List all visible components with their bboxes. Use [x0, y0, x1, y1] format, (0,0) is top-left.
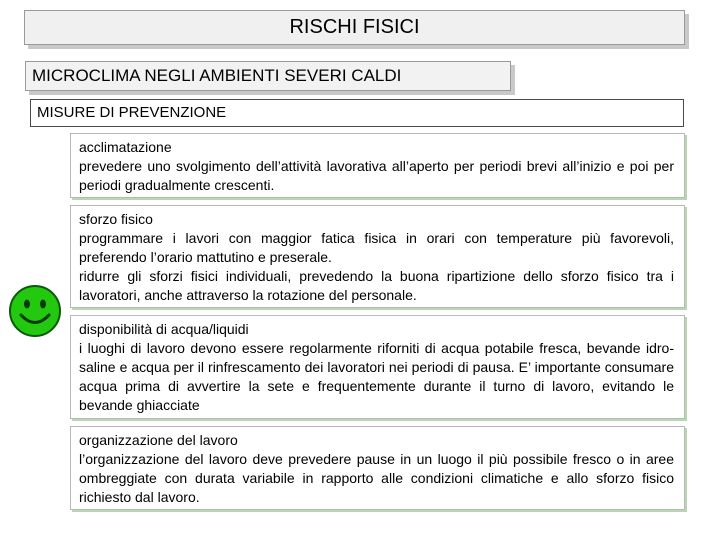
subtitle-box — [25, 61, 511, 91]
card-acqua-liquidi — [70, 315, 685, 419]
card-organizzazione — [70, 426, 685, 510]
card-text: prevedere uno svolgimento dell’attività lavorativa all’aperto per periodi brevi all’inizio e poi per periodi gradualmente crescenti. — [79, 158, 674, 193]
section-title: MISURE DI PREVENZIONE — [37, 104, 227, 121]
card-heading: organizzazione del lavoro — [79, 432, 238, 448]
smiley-face-icon — [8, 284, 62, 338]
section-box — [30, 99, 684, 127]
card-text: l’organizzazione del lavoro deve prevedere pause in un luogo il più possibile fresco o in aree ombreggiate con durata variabile in rapporto alle condizioni climatiche e allo sforzo fisico richiesto dal lavoro. — [79, 451, 674, 505]
card-heading: acclimatazione — [79, 139, 172, 155]
card-text: ridurre gli sforzi fisici individuali, prevedendo la buona ripartizione dello sforzo fisico tra i lavoratori, anche attraverso la rotazione del personale. — [79, 268, 674, 303]
page-subtitle: MICROCLIMA NEGLI AMBIENTI SEVERI CALDI — [32, 66, 402, 85]
card-text: i luoghi di lavoro devono essere regolarmente riforniti di acqua potabile fresca, bevande idro-saline e acqua per il rinfrescamento dei lavoratori nei periodi di pausa. E’ importante consumare acqua prima di avvertire la sete e frequentemente durante il turno di lavoro, evitando le bevande ghiacciate — [79, 340, 674, 413]
card-heading: disponibilità di acqua/liquidi — [79, 321, 249, 337]
card-heading: sforzo fisico — [79, 211, 153, 227]
card-acclimatazione — [70, 133, 685, 198]
card-text: programmare i lavori con maggior fatica fisica in orari con temperature più favorevoli, preferendo l’orario mattutino e preserale. — [79, 230, 674, 265]
page-title: RISCHI FISICI — [289, 16, 420, 38]
title-box — [24, 10, 685, 45]
card-sforzo-fisico — [70, 205, 685, 308]
